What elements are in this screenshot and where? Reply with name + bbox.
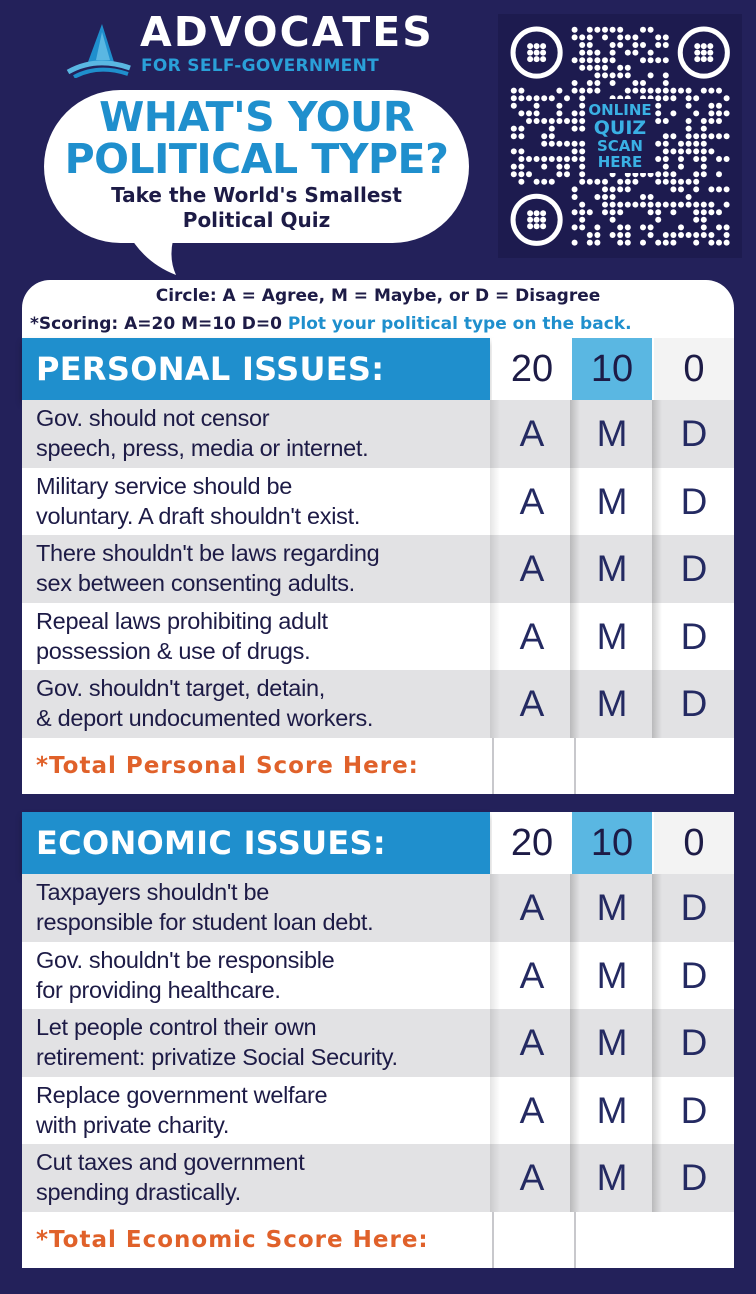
question-line-1: Gov. should not censor	[36, 405, 270, 431]
maybe-option[interactable]: M	[596, 887, 628, 928]
question-line-2: & deport undocumented workers.	[36, 705, 374, 731]
question-text	[36, 670, 492, 738]
question-row	[22, 670, 734, 738]
qr-label-quiz: QUIZ	[593, 117, 647, 139]
personal-total-row	[22, 738, 734, 794]
question-line-1: Gov. shouldn't be responsible	[36, 946, 335, 973]
disagree-option[interactable]: D	[680, 1089, 708, 1131]
agree-option[interactable]: A	[519, 887, 545, 928]
question-line-1: Military service should be	[36, 472, 293, 499]
qr-label-scan: SCAN	[597, 137, 643, 155]
personal-header-row	[22, 338, 734, 400]
disagree-option[interactable]: D	[680, 954, 708, 996]
disagree-option[interactable]: D	[680, 548, 708, 589]
qr-label-here: HERE	[597, 153, 643, 171]
agree-points-header: 20	[492, 812, 572, 874]
question-row	[22, 1077, 734, 1145]
economic-header-row	[22, 812, 734, 874]
maybe-points-header: 10	[572, 812, 652, 874]
question-line-1: Cut taxes and government	[36, 1149, 305, 1175]
personal-total-input[interactable]	[492, 738, 734, 794]
question-text	[36, 535, 492, 603]
circle-instructions: Circle: A = Agree, M = Maybe, or D = Disagree	[155, 286, 601, 306]
subhead-line-2: Political Quiz	[182, 208, 331, 232]
plot-instructions: Plot your political type on the back.	[287, 314, 632, 334]
disagree-points-header: 0	[654, 338, 734, 400]
disagree-option[interactable]: D	[680, 887, 708, 928]
agree-option[interactable]: A	[519, 1089, 545, 1131]
maybe-option[interactable]: M	[596, 480, 628, 522]
question-text	[36, 468, 492, 536]
question-line-1: Let people control their own	[36, 1014, 317, 1040]
maybe-option[interactable]: M	[596, 615, 628, 657]
economic-issues-title: ECONOMIC ISSUES:	[22, 812, 490, 874]
question-line-2: voluntary. A draft shouldn't exist.	[36, 502, 361, 529]
question-row	[22, 535, 734, 603]
brand-tagline: FOR SELF-GOVERNMENT	[141, 56, 379, 76]
question-line-1: There shouldn't be laws regarding	[36, 540, 380, 566]
disagree-option[interactable]: D	[680, 615, 708, 657]
agree-option[interactable]: A	[519, 1022, 545, 1063]
question-line-1: Repeal laws prohibiting adult	[36, 607, 328, 634]
quiz-headline	[44, 93, 469, 183]
qr-label	[586, 99, 654, 173]
question-text	[36, 874, 492, 942]
disagree-option[interactable]: D	[680, 1157, 708, 1198]
question-text	[36, 400, 492, 468]
disagree-option[interactable]: D	[680, 683, 708, 724]
maybe-option[interactable]: M	[596, 1022, 628, 1063]
question-row	[22, 400, 734, 468]
question-line-2: for providing healthcare.	[36, 976, 281, 1003]
disagree-option[interactable]: D	[680, 480, 708, 522]
question-line-1: Replace government welfare	[36, 1081, 328, 1108]
economic-total-row	[22, 1212, 734, 1268]
maybe-option[interactable]: M	[596, 683, 628, 724]
disagree-option[interactable]: D	[680, 1022, 708, 1063]
economic-total-input[interactable]	[492, 1212, 734, 1268]
disagree-points-header: 0	[654, 812, 734, 874]
disagree-option[interactable]: D	[680, 413, 708, 454]
economic-total-label: *Total Economic Score Here:	[36, 1226, 429, 1253]
agree-option[interactable]: A	[519, 413, 545, 454]
maybe-option[interactable]: M	[596, 1157, 628, 1198]
question-text	[36, 1144, 492, 1212]
maybe-option[interactable]: M	[596, 954, 628, 996]
question-text	[36, 1077, 492, 1145]
question-row	[22, 1009, 734, 1077]
agree-option[interactable]: A	[519, 683, 545, 724]
sail-triangle-logo-icon	[66, 22, 132, 78]
agree-option[interactable]: A	[519, 615, 545, 657]
agree-option[interactable]: A	[519, 480, 545, 522]
personal-issues-title: PERSONAL ISSUES:	[22, 338, 490, 400]
question-line-2: possession & use of drugs.	[36, 637, 311, 664]
economic-issues-table	[22, 812, 734, 1268]
headline-line-1: WHAT'S YOUR	[99, 93, 414, 141]
question-line-2: sex between consenting adults.	[36, 570, 355, 596]
agree-option[interactable]: A	[519, 548, 545, 589]
question-row	[22, 603, 734, 671]
qr-label-online: ONLINE	[588, 101, 652, 119]
question-line-1: Taxpayers shouldn't be	[36, 879, 270, 905]
personal-issues-table	[22, 338, 734, 794]
question-row	[22, 468, 734, 536]
question-line-2: with private charity.	[36, 1111, 230, 1138]
personal-total-label: *Total Personal Score Here:	[36, 752, 419, 779]
question-line-2: retirement: privatize Social Security.	[36, 1044, 398, 1070]
maybe-option[interactable]: M	[596, 413, 628, 454]
qr-code[interactable]	[498, 14, 742, 258]
brand-name: ADVOCATES	[140, 8, 434, 56]
question-text	[36, 603, 492, 671]
question-text	[36, 1009, 492, 1077]
question-text	[36, 942, 492, 1010]
headline-line-2: POLITICAL TYPE?	[64, 135, 449, 183]
question-row	[22, 1144, 734, 1212]
question-row	[22, 942, 734, 1010]
agree-points-header: 20	[492, 338, 572, 400]
maybe-points-header: 10	[572, 338, 652, 400]
question-line-2: responsible for student loan debt.	[36, 909, 374, 935]
agree-option[interactable]: A	[519, 954, 545, 996]
question-line-2: spending drastically.	[36, 1179, 241, 1205]
scoring-instructions	[30, 313, 632, 335]
scoring-key: *Scoring: A=20 M=10 D=0	[30, 314, 282, 334]
quiz-subhead	[44, 183, 469, 233]
maybe-option[interactable]: M	[596, 548, 628, 589]
question-line-1: Gov. shouldn't target, detain,	[36, 675, 325, 701]
question-row	[22, 874, 734, 942]
maybe-option[interactable]: M	[596, 1089, 628, 1131]
subhead-line-1: Take the World's Smallest	[111, 183, 402, 207]
question-line-2: speech, press, media or internet.	[36, 435, 369, 461]
agree-option[interactable]: A	[519, 1157, 545, 1198]
